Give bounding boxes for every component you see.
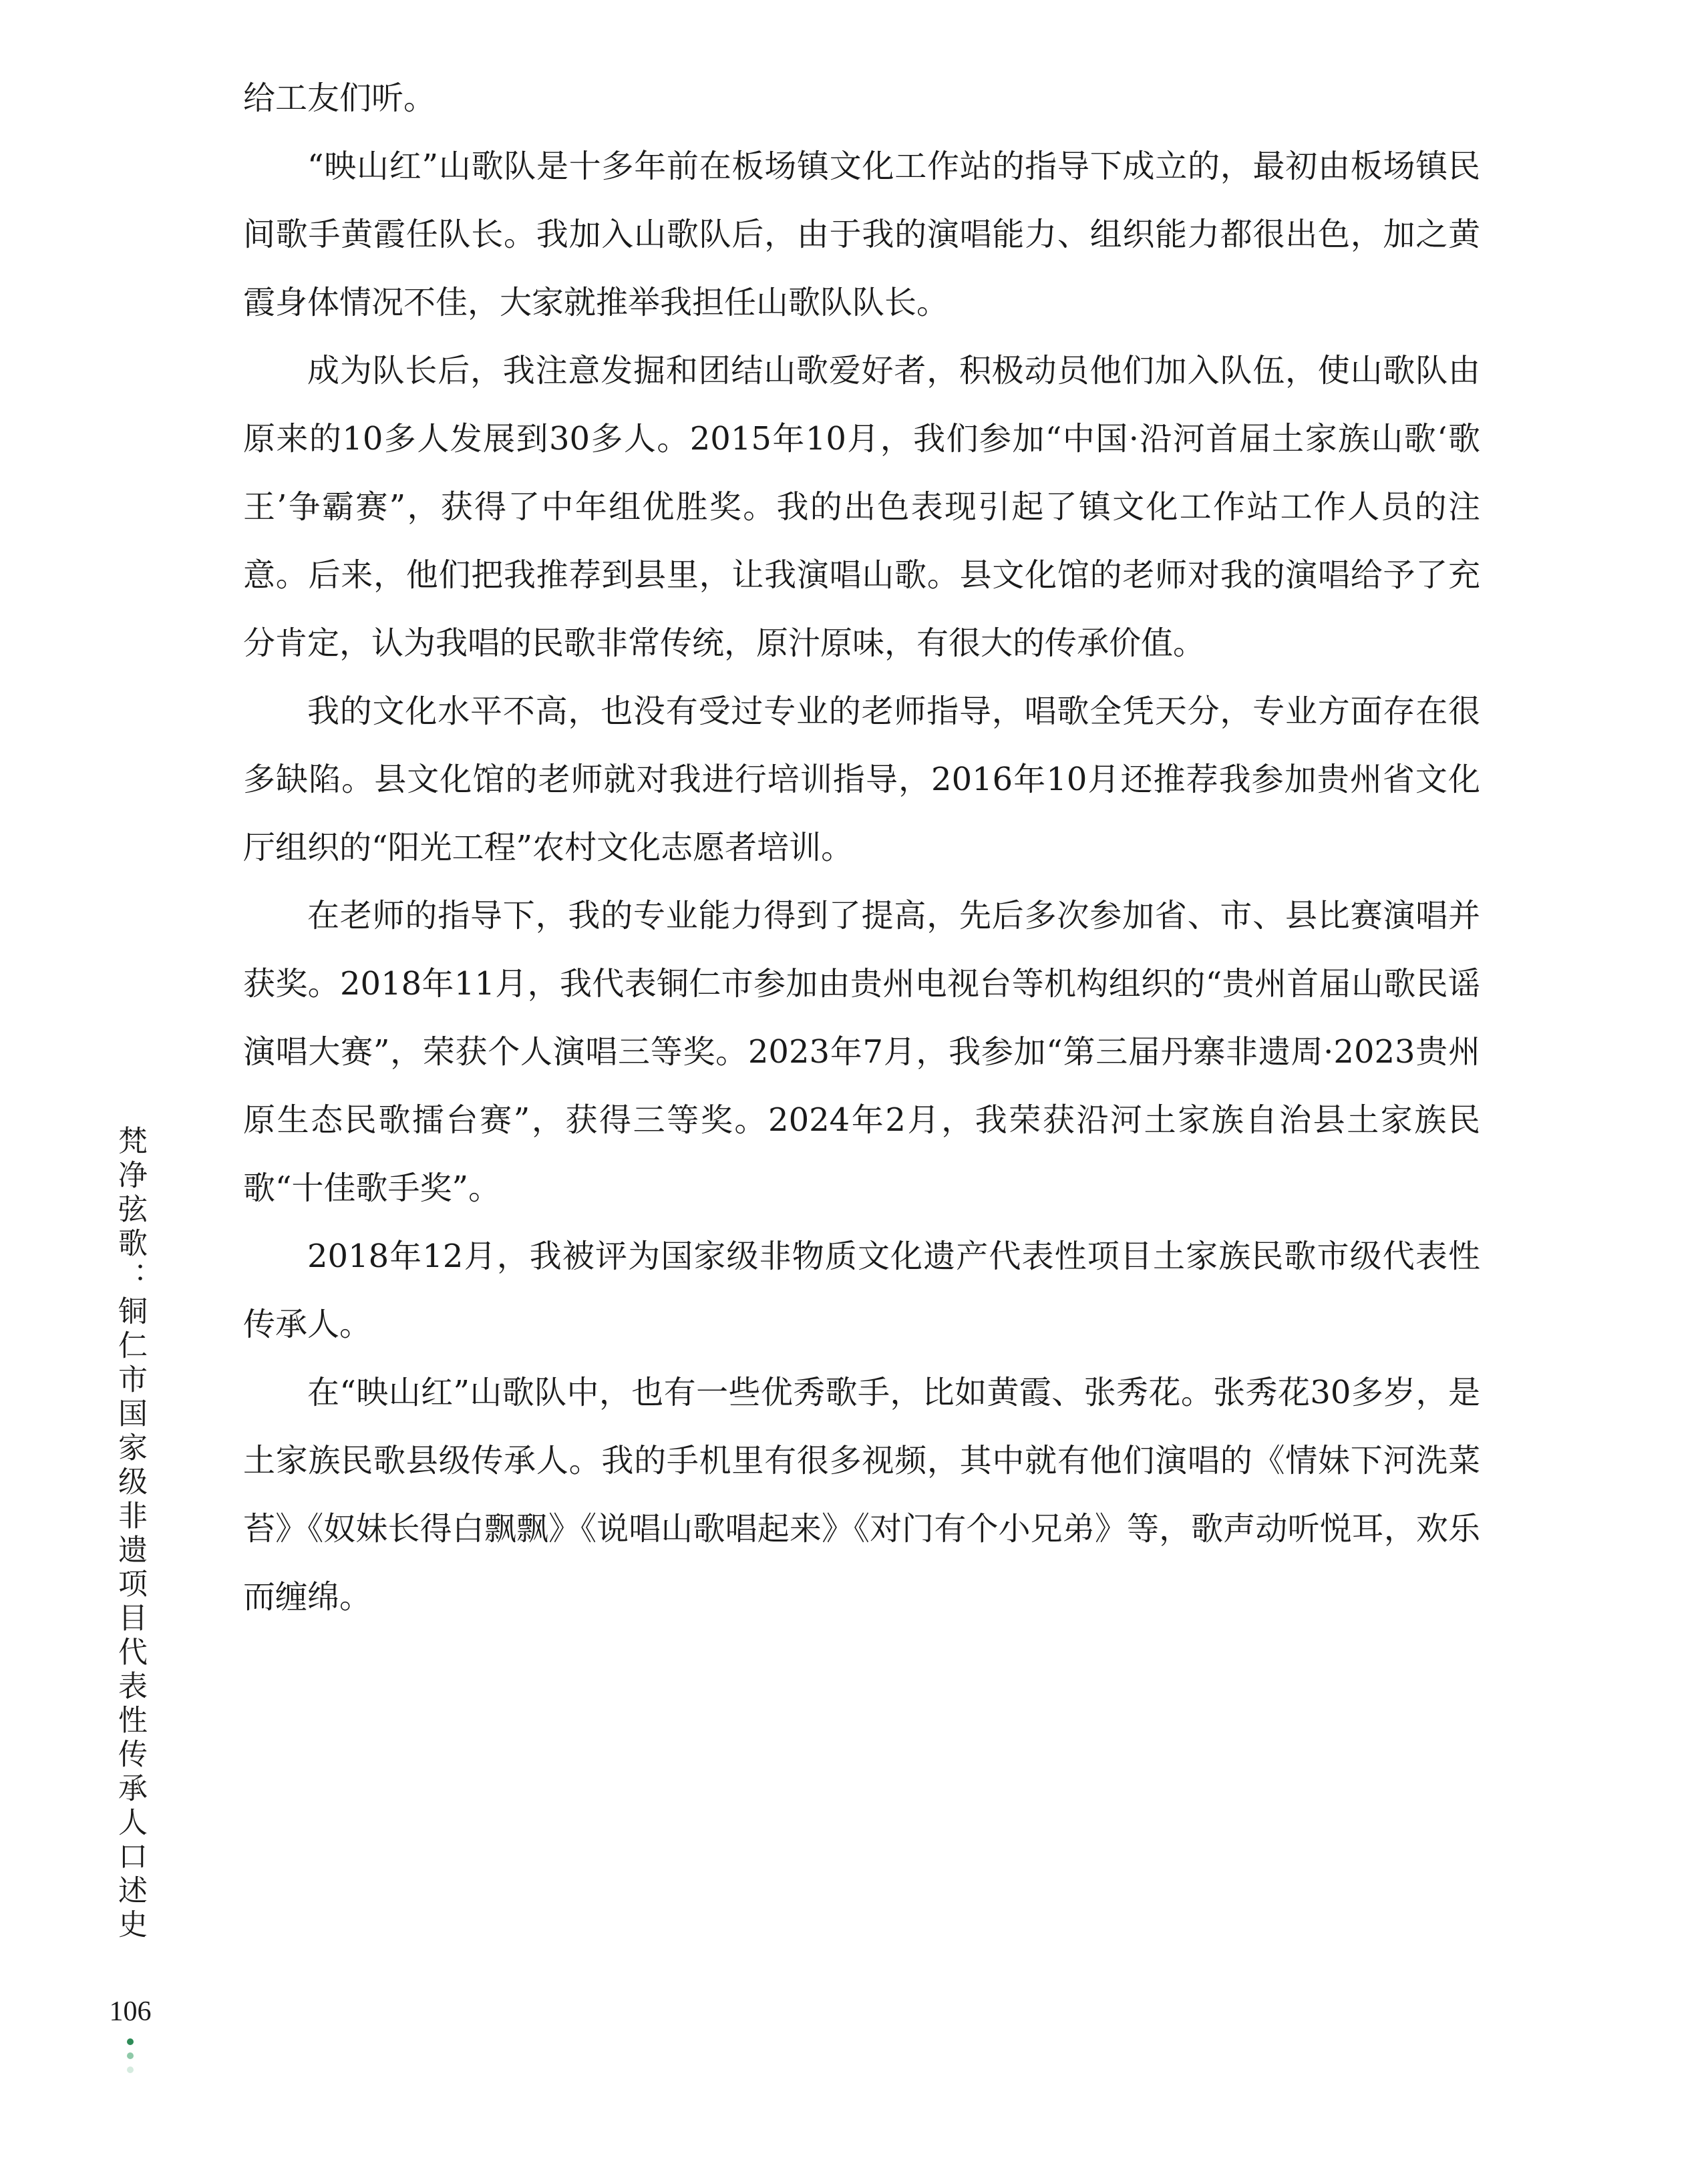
dot-ornament-icon	[127, 2052, 134, 2059]
paragraph: 成为队长后，我注意发掘和团结山歌爱好者，积极动员他们加入队伍，使山歌队由原来的10多人发展到30多人。2015年10月，我们参加“中国·沿河首届土家族山歌‘歌王’争霸赛”，获得了中年组优胜奖。我的出色表现引起了镇文化工作站工作人员的注意。后来，他们把我推荐到县里，让我演唱山歌。县文化馆的老师对我的演唱给予了充分肯定，认为我唱的民歌非常传统，原汁原味，有很大的传承价值。	[243, 352, 1480, 662]
paragraph: 我的文化水平不高，也没有受过专业的老师指导，唱歌全凭天分，专业方面存在很多缺陷。县文化馆的老师就对我进行培训指导，2016年10月还推荐我参加贵州省文化厅组织的“阳光工程”农村文化志愿者培训。	[243, 693, 1480, 866]
paragraph: 2018年12月，我被评为国家级非物质文化遗产代表性项目土家族民歌市级代表性传承人。	[243, 1238, 1480, 1343]
running-book-title: 梵净弦歌：铜仁市国家级非遗项目代表性传承人口述史	[113, 1125, 147, 1943]
paragraph: “映山红”山歌队是十多年前在板场镇文化工作站的指导下成立的，最初由板场镇民间歌手黄霞任队长。我加入山歌队后，由于我的演唱能力、组织能力都很出色，加之黄霞身体情况不佳，大家就推举我担任山歌队队长。	[243, 148, 1480, 321]
decorative-dots	[126, 2038, 135, 2080]
page-number: 106	[109, 1996, 152, 2027]
dot-ornament-icon	[127, 2038, 134, 2045]
body-text	[243, 64, 1480, 1631]
paragraph: 在“映山红”山歌队中，也有一些优秀歌手，比如黄霞、张秀花。张秀花30多岁，是土家族民歌县级传承人。我的手机里有很多视频，其中就有他们演唱的《情妹下河洗菜苔》《奴妹长得白飘飘》《说唱山歌唱起来》《对门有个小兄弟》等，歌声动听悦耳，欢乐而缠绵。	[243, 1374, 1480, 1616]
paragraph: 给工友们听。	[243, 79, 436, 117]
dot-ornament-icon	[127, 2066, 134, 2073]
paragraph: 在老师的指导下，我的专业能力得到了提高，先后多次参加省、市、县比赛演唱并获奖。2018年11月，我代表铜仁市参加由贵州电视台等机构组织的“贵州首届山歌民谣演唱大赛”，荣获个人演唱三等奖。2023年7月，我参加“第三届丹寨非遗周·2023贵州原生态民歌擂台赛”，获得三等奖。2024年2月，我荣获沿河土家族自治县土家族民歌“十佳歌手奖”。	[243, 897, 1480, 1207]
